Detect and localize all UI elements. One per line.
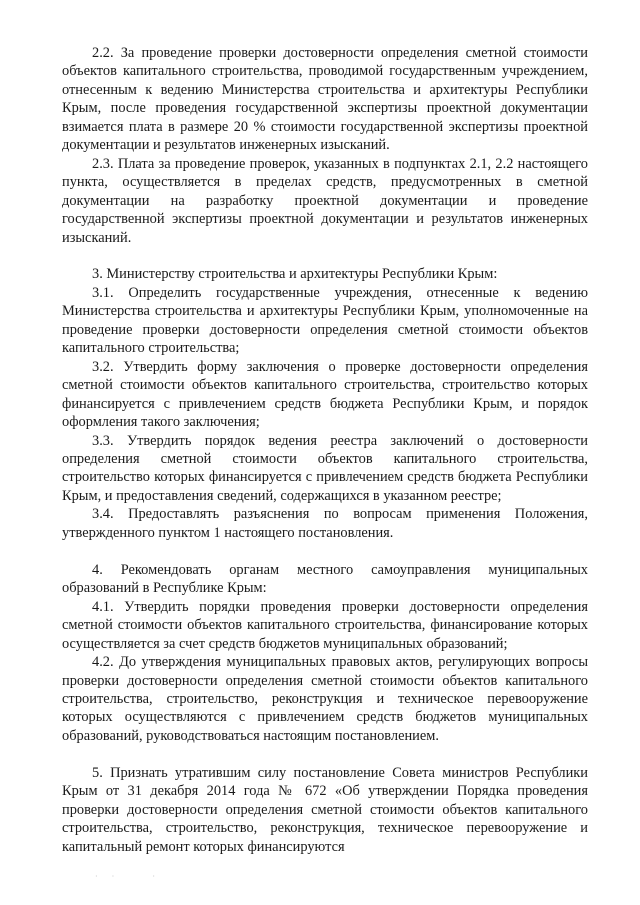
paragraph-3-heading: 3. Министерству строительства и архитектуры Республики Крым: xyxy=(92,266,498,283)
paragraph-2-2: 2.2. За проведение проверки достоверности определения сметной стоимости объектов капитального строительства, проводимой государственным учреждением, отнесенным к ведению Министерства строительства и архитектуры Республики Крым, после проведения государственной экспертизы проектной документации взимается плата в размере 20 % стоимости государственной экспертизы проектной документации и результатов инженерных изысканий. xyxy=(62,45,588,154)
document-page xyxy=(62,44,588,856)
paragraph-gap xyxy=(62,542,588,561)
paragraph-gap xyxy=(62,247,588,266)
paragraph-4-1: 4.1. Утвердить порядки проведения проверки достоверности определения сметной стоимости объектов капитального строительства, финансирование которых осуществляется за счет средств бюджетов муниципальных образований; xyxy=(62,598,588,652)
paragraph-3-1: 3.1. Определить государственные учреждения, отнесенные к ведению Министерства строительства и архитектуры Республики Крым, уполномоченные на проведение проверки достоверности определения сметной стоимости объектов капитального строительства; xyxy=(62,284,588,357)
paragraph-4-2: 4.2. До утверждения муниципальных правовых актов, регулирующих вопросы проверки достоверности определения сметной стоимости объектов капитального строительства, строительство, реконструкция и техническое перевооружение которых осуществляются с привлечением средств бюджетов муниципальных образований, руководствоваться настоящим постановлением. xyxy=(62,654,588,744)
paragraph-gap xyxy=(62,745,588,764)
paragraph-2-3: 2.3. Плата за проведение проверок, указанных в подпунктах 2.1, 2.2 настоящего пункта, осуществляется в пределах средств, предусмотренных в сметной документации на разработку проектной документации и проведение государственной экспертизы проектной документации и результатов инженерных изысканий. xyxy=(62,155,588,246)
paragraph-5: 5. Признать утратившим силу постановление Совета министров Республики Крым от 31 декабря 2014 года № 672 «Об утверждении Порядка проведения проверки достоверности определения сметной стоимости объектов капитального строительства, строительство, реконструкция, техническое перевооружение и капитальный ремонт которых финансируются xyxy=(62,764,588,855)
paragraph-3-3: 3.3. Утвердить порядок ведения реестра заключений о достоверности определения сметной стоимости объектов капитального строительства, строительство которых финансируется с привлечением средств бюджета Республики Крым, и предоставления сведений, содержащихся в указанном реестре; xyxy=(62,432,588,504)
paragraph-3-4: 3.4. Предоставлять разъяснения по вопросам применения Положения, утвержденного пунктом 1 настоящего постановления. xyxy=(62,506,588,541)
scan-specks-decoration: · · · xyxy=(95,872,161,881)
paragraph-4-heading: 4. Рекомендовать органам местного самоуправления муниципальных образований в Республике Крым: xyxy=(62,561,588,597)
paragraph-3-2: 3.2. Утвердить форму заключения о проверке достоверности определения сметной стоимости объектов капитального строительства, строительство которых финансируется с привлечением средств бюджета Республики Крым, и порядок оформления такого заключения; xyxy=(62,358,588,431)
